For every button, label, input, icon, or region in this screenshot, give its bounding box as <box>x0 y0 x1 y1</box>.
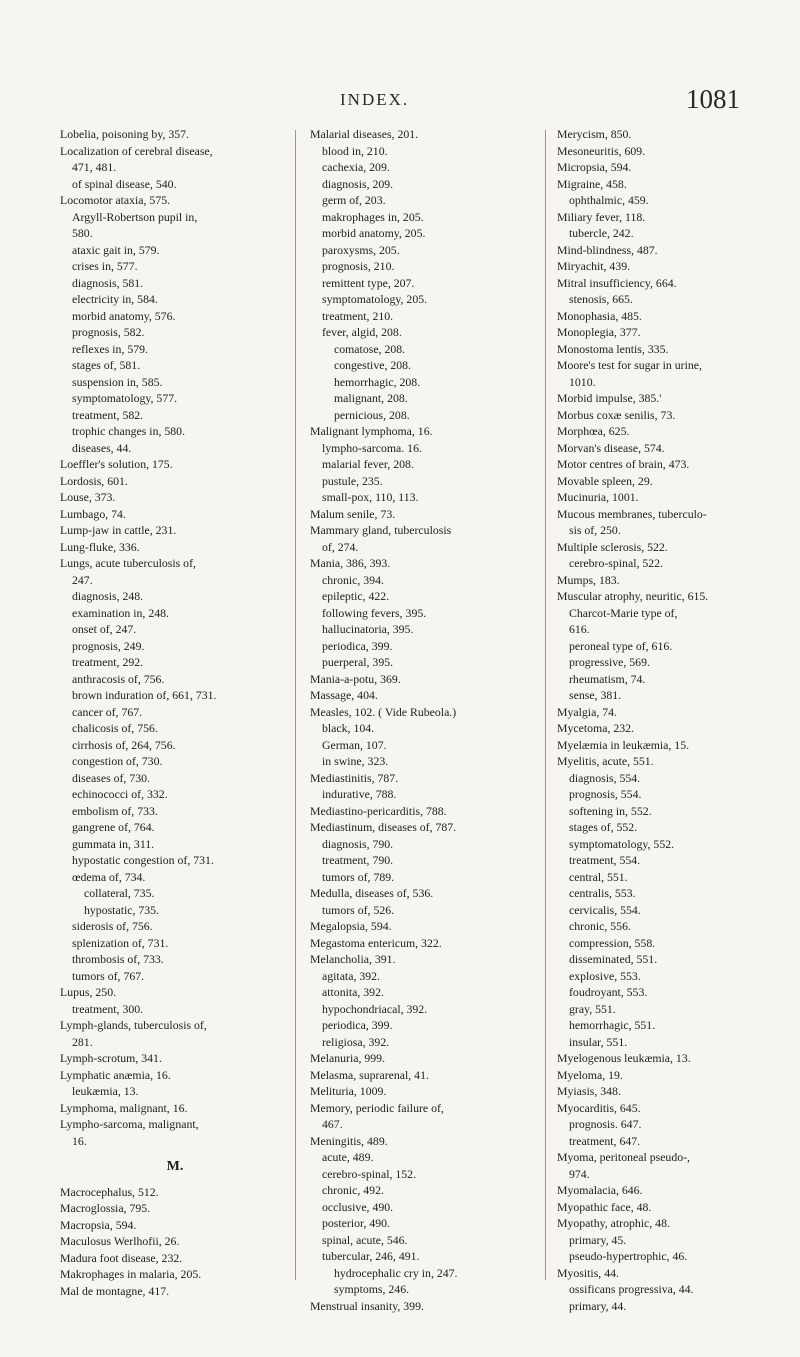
index-subentry: pernicious, 208. <box>334 407 410 422</box>
index-subentry: malarial fever, 208. <box>322 457 414 471</box>
index-entry: Motor centres of brain, 473. <box>557 457 690 471</box>
index-subentry: 281. <box>72 1034 93 1049</box>
index-entry: Measles, 102. ( Vide Rubeola.) <box>310 704 457 719</box>
index-subentry: prognosis, 582. <box>72 325 145 339</box>
index-subentry: symptomatology, 552. <box>569 836 675 851</box>
index-subentry: softening in, 552. <box>569 803 652 818</box>
column-divider <box>545 130 546 1280</box>
index-subentry: diagnosis, 790. <box>322 836 394 851</box>
index-subentry: progressive, 569. <box>569 655 650 669</box>
index-subentry: remittent type, 207. <box>322 275 415 290</box>
index-subentry: crises in, 577. <box>72 259 138 273</box>
index-entry: Mania-a-potu, 369. <box>310 671 401 686</box>
index-subentry: thrombosis of, 733. <box>72 952 164 966</box>
index-subentry: puerperal, 395. <box>322 655 394 669</box>
index-entry: Mediastinum, diseases of, 787. <box>310 820 457 834</box>
index-subentry: chronic, 394. <box>322 572 384 587</box>
index-subentry: treatment, 582. <box>72 407 144 422</box>
index-entry: Mal de montagne, 417. <box>60 1283 170 1298</box>
index-subentry: cerebro-spinal, 152. <box>322 1166 417 1181</box>
index-subentry: stenosis, 665. <box>569 292 633 306</box>
index-subentry: stages of, 552. <box>569 820 638 834</box>
index-subentry: treatment, 210. <box>322 308 394 323</box>
index-subentry: cerebro-spinal, 522. <box>569 556 664 570</box>
index-entry: Macropsia, 594. <box>60 1217 137 1232</box>
index-entry: Morphœa, 625. <box>557 424 630 438</box>
index-entry: Multiple sclerosis, 522. <box>557 539 668 554</box>
index-subentry: diagnosis, 248. <box>72 589 144 603</box>
index-subentry: prognosis, 249. <box>72 638 145 653</box>
index-subentry: central, 551. <box>569 869 628 884</box>
index-subentry: gangrene of, 764. <box>72 820 155 834</box>
index-entry: Mind-blindness, 487. <box>557 242 658 257</box>
index-entry: Mania, 386, 393. <box>310 556 391 570</box>
index-entry: Muscular atrophy, neuritic, 615. <box>557 589 709 603</box>
index-entry: Megalopsia, 594. <box>310 919 392 933</box>
index-subentry: treatment, 554. <box>569 853 641 867</box>
index-subentry: chalicosis of, 756. <box>72 721 158 735</box>
index-subentry: of spinal disease, 540. <box>72 176 177 191</box>
index-subentry: insular, 551. <box>569 1034 628 1049</box>
index-entry: Mucous membranes, tuberculo- <box>557 506 707 521</box>
index-entry: Maculosus Werlhofii, 26. <box>60 1234 180 1248</box>
index-subentry: germ of, 203. <box>322 193 386 207</box>
index-entry: Merycism, 850. <box>557 127 632 141</box>
index-subentry: ossificans progressiva, 44. <box>569 1282 694 1296</box>
index-subentry: tubercle, 242. <box>569 226 634 240</box>
index-subentry: 467. <box>322 1117 343 1131</box>
index-entry: Monoplegia, 377. <box>557 325 641 339</box>
index-entry: Mycetoma, 232. <box>557 721 634 735</box>
index-subentry: chronic, 492. <box>322 1183 384 1197</box>
index-subentry: compression, 558. <box>569 935 656 950</box>
index-subentry: black, 104. <box>322 721 375 735</box>
index-entry: Monophasia, 485. <box>557 308 642 323</box>
index-entry: Lumbago, 74. <box>60 506 126 521</box>
index-entry: Mammary gland, tuberculosis <box>310 523 452 537</box>
index-subentry: chronic, 556. <box>569 919 631 933</box>
index-entry: Lymphoma, malignant, 16. <box>60 1100 188 1115</box>
index-entry: Myopathy, atrophic, 48. <box>557 1216 670 1230</box>
index-subentry: primary, 45. <box>569 1232 627 1247</box>
index-subentry: suspension in, 585. <box>72 374 163 389</box>
index-entry: Melanuria, 999. <box>310 1051 386 1065</box>
index-subentry: 16. <box>72 1133 87 1148</box>
index-subentry: explosive, 553. <box>569 968 641 983</box>
index-subentry: 247. <box>72 572 93 587</box>
index-entry: Mumps, 183. <box>557 572 620 587</box>
index-subentry: 580. <box>72 226 93 240</box>
index-subentry: centralis, 553. <box>569 886 636 900</box>
index-entry: Myelitis, acute, 551. <box>557 754 654 768</box>
index-subentry: stages of, 581. <box>72 358 141 372</box>
index-entry: Miliary fever, 118. <box>557 209 646 224</box>
index-subentry: pustule, 235. <box>322 473 383 488</box>
index-subentry: diseases of, 730. <box>72 770 150 785</box>
index-entry: Mitral insufficiency, 664. <box>557 275 677 290</box>
index-subentry: onset of, 247. <box>72 622 137 636</box>
index-entry: Miryachit, 439. <box>557 259 631 273</box>
index-entry: Monostoma lentis, 335. <box>557 341 669 356</box>
index-entry: Meningitis, 489. <box>310 1133 388 1148</box>
index-subentry: 471, 481. <box>72 160 117 174</box>
index-entry: Micropsia, 594. <box>557 160 632 174</box>
index-entry: Myeloma, 19. <box>557 1067 623 1082</box>
index-subentry: morbid anatomy, 205. <box>322 226 426 240</box>
index-subentry: symptomatology, 205. <box>322 292 428 306</box>
index-subentry: makrophages in, 205. <box>322 209 424 224</box>
index-subentry: posterior, 490. <box>322 1216 391 1230</box>
index-subentry: hypostatic congestion of, 731. <box>72 853 214 867</box>
index-subentry: treatment, 647. <box>569 1133 641 1148</box>
index-subentry: periodica, 399. <box>322 638 393 653</box>
index-subentry: examination in, 248. <box>72 605 169 620</box>
index-entry: Louse, 373. <box>60 490 116 504</box>
index-entry: Macrocephalus, 512. <box>60 1184 159 1199</box>
index-entry: Mediastino-pericarditis, 788. <box>310 803 447 818</box>
index-subentry: hemorrhagic, 208. <box>334 374 421 389</box>
index-subentry: embolism of, 733. <box>72 803 158 818</box>
index-column-3 <box>557 126 792 1314</box>
index-subentry: prognosis, 210. <box>322 259 395 273</box>
index-entry: Malum senile, 73. <box>310 506 396 521</box>
index-entry: Macroglossia, 795. <box>60 1201 151 1215</box>
page-header <box>0 84 800 118</box>
index-subentry: symptomatology, 577. <box>72 391 178 405</box>
index-entry: Mediastinitis, 787. <box>310 770 399 785</box>
index-subentry: diagnosis, 581. <box>72 275 144 290</box>
index-subentry: prognosis, 554. <box>569 787 642 801</box>
index-entry: Lordosis, 601. <box>60 473 128 488</box>
index-entry: Lungs, acute tuberculosis of, <box>60 556 196 570</box>
index-subentry: indurative, 788. <box>322 787 397 801</box>
index-subentry: Charcot-Marie type of, <box>569 605 678 620</box>
index-entry: Morvan's disease, 574. <box>557 440 665 455</box>
index-entry: Mesoneuritis, 609. <box>557 143 646 158</box>
index-subentry: treatment, 300. <box>72 1001 144 1016</box>
index-subentry: reflexes in, 579. <box>72 341 149 356</box>
index-subentry: cirrhosis of, 264, 756. <box>72 737 176 752</box>
index-entry: Madura foot disease, 232. <box>60 1250 183 1265</box>
index-entry: Megastoma entericum, 322. <box>310 935 442 950</box>
index-subentry: tumors of, 526. <box>322 902 395 917</box>
index-entry: Myiasis, 348. <box>557 1084 621 1098</box>
index-entry: Medulla, diseases of, 536. <box>310 886 434 900</box>
index-entry: Localization of cerebral disease, <box>60 143 213 158</box>
index-entry: Lump-jaw in cattle, 231. <box>60 523 177 537</box>
index-entry: Lupus, 250. <box>60 985 117 999</box>
index-subentry: lympho-sarcoma. 16. <box>322 440 422 455</box>
index-entry: Malignant lymphoma, 16. <box>310 424 433 438</box>
index-subentry: foudroyant, 553. <box>569 985 648 999</box>
index-subentry: pseudo-hypertrophic, 46. <box>569 1249 688 1263</box>
index-entry: Memory, periodic failure of, <box>310 1100 444 1115</box>
index-entry: Myalgia, 74. <box>557 704 617 719</box>
column-divider <box>295 130 296 1280</box>
index-entry: Lung-fluke, 336. <box>60 539 140 554</box>
index-subentry: hypostatic, 735. <box>84 902 160 917</box>
index-subentry: siderosis of, 756. <box>72 919 153 933</box>
index-subentry: splenization of, 731. <box>72 935 169 950</box>
index-subentry: hypochondriacal, 392. <box>322 1001 428 1016</box>
index-subentry: following fevers, 395. <box>322 605 427 620</box>
index-subentry: anthracosis of, 756. <box>72 671 165 686</box>
index-subentry: 616. <box>569 622 590 636</box>
index-subentry: cervicalis, 554. <box>569 902 641 917</box>
index-entry: Myopathic face, 48. <box>557 1199 652 1214</box>
index-subentry: Argyll-Robertson pupil in, <box>72 209 198 224</box>
index-column-2 <box>310 126 545 1314</box>
index-entry: Morbus coxæ senilis, 73. <box>557 407 676 422</box>
index-subentry: sense, 381. <box>569 688 622 702</box>
index-subentry: hallucinatoria, 395. <box>322 622 414 636</box>
index-entry: Locomotor ataxia, 575. <box>60 193 171 207</box>
index-subentry: attonita, 392. <box>322 985 384 999</box>
index-subentry: tumors of, 789. <box>322 869 395 884</box>
index-entry: Lympho-sarcoma, malignant, <box>60 1117 199 1131</box>
index-subentry: blood in, 210. <box>322 143 388 158</box>
index-subentry: disseminated, 551. <box>569 952 658 966</box>
index-subentry: diseases, 44. <box>72 440 132 455</box>
index-subentry: tumors of, 767. <box>72 968 145 983</box>
index-subentry: of, 274. <box>322 539 359 554</box>
index-subentry: leukæmia, 13. <box>72 1084 139 1098</box>
index-subentry: sis of, 250. <box>569 523 621 537</box>
index-entry: Myocarditis, 645. <box>557 1100 641 1115</box>
index-entry: Myelogenous leukæmia, 13. <box>557 1051 691 1065</box>
index-entry: Myositis, 44. <box>557 1265 619 1280</box>
index-subentry: hydrocephalic cry in, 247. <box>334 1265 458 1280</box>
index-subentry: tubercular, 246, 491. <box>322 1249 420 1263</box>
index-subentry: acute, 489. <box>322 1150 374 1164</box>
index-entry: Moore's test for sugar in urine, <box>557 358 702 372</box>
index-column-1 <box>60 126 290 1299</box>
index-entry: Lymph-glands, tuberculosis of, <box>60 1018 207 1032</box>
index-subentry: morbid anatomy, 576. <box>72 308 176 323</box>
index-subentry: periodica, 399. <box>322 1018 393 1032</box>
index-entry: Mucinuria, 1001. <box>557 490 639 504</box>
index-subentry: agitata, 392. <box>322 968 380 983</box>
index-subentry: rheumatism, 74. <box>569 671 646 686</box>
index-subentry: paroxysms, 205. <box>322 242 400 257</box>
index-subentry: electricity in, 584. <box>72 292 158 306</box>
index-subentry: prognosis. 647. <box>569 1117 642 1131</box>
index-subentry: 974. <box>569 1166 590 1181</box>
index-entry: Myoma, peritoneal pseudo-, <box>557 1150 691 1164</box>
index-subentry: peroneal type of, 616. <box>569 638 673 653</box>
index-entry: Myomalacia, 646. <box>557 1183 643 1197</box>
index-entry: Menstrual insanity, 399. <box>310 1298 424 1313</box>
index-subentry: 1010. <box>569 374 596 389</box>
index-subentry: brown induration of, 661, 731. <box>72 688 217 702</box>
index-subentry: in swine, 323. <box>322 754 389 768</box>
index-subentry: hemorrhagic, 551. <box>569 1018 656 1032</box>
index-entry: Morbid impulse, 385.' <box>557 391 662 405</box>
index-subentry: collateral, 735. <box>84 886 155 900</box>
index-subentry: primary, 44. <box>569 1298 627 1313</box>
index-subentry: cancer of, 767. <box>72 704 143 719</box>
index-subentry: comatose, 208. <box>334 341 406 356</box>
index-subentry: malignant, 208. <box>334 391 408 405</box>
index-subentry: congestive, 208. <box>334 358 411 372</box>
page-number: 1081 <box>686 84 740 114</box>
index-subentry: religiosa, 392. <box>322 1034 390 1049</box>
index-subentry: occlusive, 490. <box>322 1199 394 1214</box>
index-subentry: German, 107. <box>322 737 387 752</box>
index-entry: Loeffler's solution, 175. <box>60 457 173 471</box>
index-subentry: fever, algid, 208. <box>322 325 402 339</box>
index-entry: Malarial diseases, 201. <box>310 127 419 141</box>
index-subentry: treatment, 790. <box>322 853 394 867</box>
index-subentry: echinococci of, 332. <box>72 787 168 801</box>
index-entry: Melasma, suprarenal, 41. <box>310 1067 429 1082</box>
index-entry: Myelæmia in leukæmia, 15. <box>557 737 690 752</box>
index-entry: Melancholia, 391. <box>310 952 396 966</box>
index-subentry: gummata in, 311. <box>72 836 155 851</box>
index-subentry: gray, 551. <box>569 1001 616 1016</box>
index-subentry: symptoms, 246. <box>334 1282 410 1296</box>
index-entry: Makrophages in malaria, 205. <box>60 1267 202 1281</box>
index-subentry: small-pox, 110, 113. <box>322 490 419 504</box>
index-subentry: cachexia, 209. <box>322 160 390 174</box>
section-letter-heading: M. <box>166 1159 184 1174</box>
index-entry: Massage, 404. <box>310 688 378 702</box>
index-entry: Lobelia, poisoning by, 357. <box>60 127 189 141</box>
running-title: INDEX. <box>340 90 410 109</box>
index-subentry: spinal, acute, 546. <box>322 1232 408 1247</box>
index-entry: Melituria, 1009. <box>310 1084 387 1098</box>
index-subentry: ophthalmic, 459. <box>569 193 649 207</box>
index-subentry: trophic changes in, 580. <box>72 424 186 438</box>
index-subentry: diagnosis, 209. <box>322 176 394 191</box>
index-subentry: congestion of, 730. <box>72 754 163 768</box>
index-entry: Movable spleen, 29. <box>557 473 653 488</box>
index-entry: Migraine, 458. <box>557 176 627 191</box>
index-subentry: œdema of, 734. <box>72 869 146 884</box>
index-subentry: treatment, 292. <box>72 655 144 669</box>
index-entry: Lymph-scrotum, 341. <box>60 1051 162 1065</box>
index-entry: Lymphatic anæmia, 16. <box>60 1067 171 1082</box>
index-subentry: epileptic, 422. <box>322 589 390 603</box>
index-subentry: diagnosis, 554. <box>569 770 641 785</box>
index-subentry: ataxic gait in, 579. <box>72 242 160 257</box>
